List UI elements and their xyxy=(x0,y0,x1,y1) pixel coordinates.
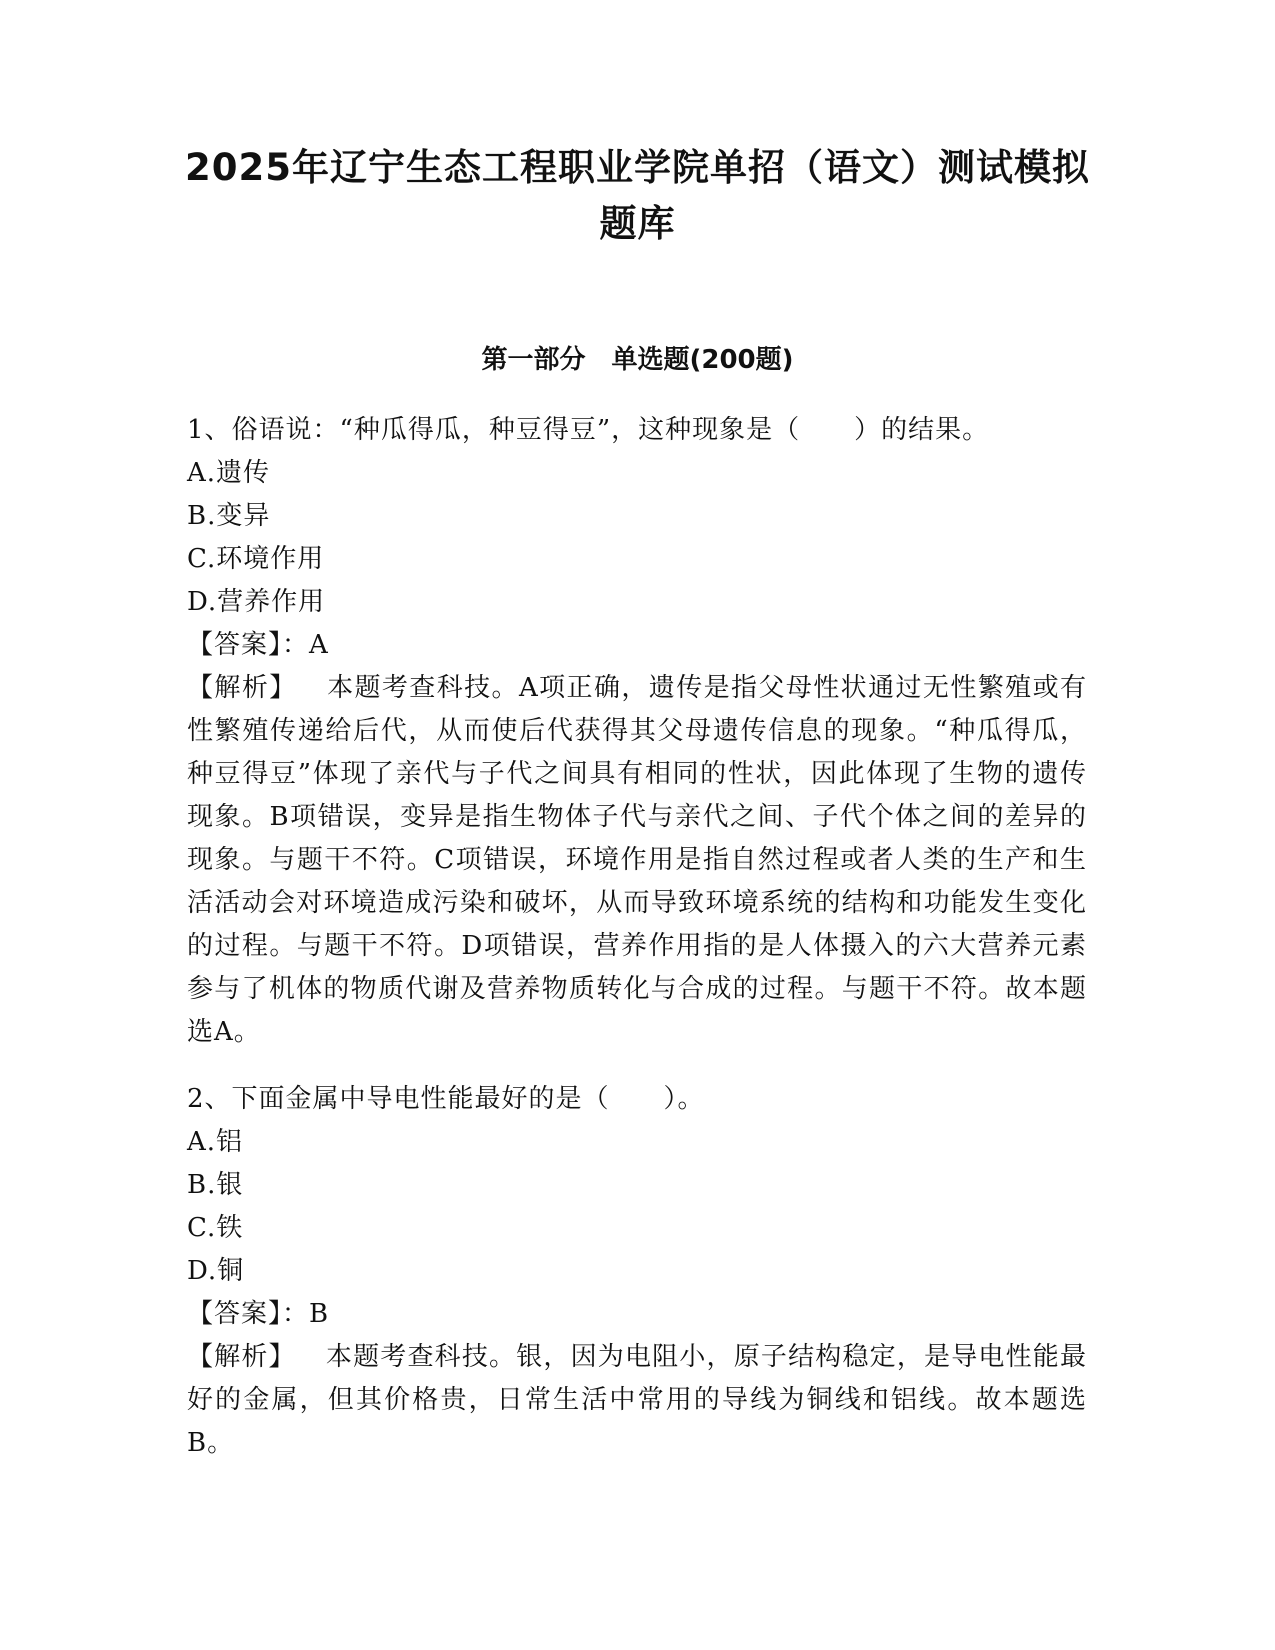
question-stem: 1、俗语说：“种瓜得瓜，种豆得豆”，这种现象是（ ）的结果。 xyxy=(187,415,990,445)
answer-label: 【答案】： xyxy=(187,1299,310,1329)
analysis-label: 【解析】 xyxy=(187,673,297,703)
analysis-row xyxy=(187,1336,1087,1465)
document-title-line-2: 题库 xyxy=(599,202,676,245)
analysis-text: 本题考查科技。银，因为电阻小，原子结构稳定，是导电性能最好的金属，但其价格贵，日常生活中常用的导线为铜线和铝线。故本题选B。 xyxy=(187,1342,1087,1458)
option-d: D.营养作用 xyxy=(187,587,326,617)
option-b: B.银 xyxy=(187,1170,244,1200)
answer-label: 【答案】： xyxy=(187,630,310,660)
analysis-label: 【解析】 xyxy=(187,1342,296,1372)
option-c: C.铁 xyxy=(187,1213,244,1243)
question-2 xyxy=(187,1078,1087,1465)
option-a: A.铝 xyxy=(187,1127,244,1157)
question-stem: 2、下面金属中导电性能最好的是（ ）。 xyxy=(187,1084,705,1114)
option-b: B.变异 xyxy=(187,501,271,531)
option-c: C.环境作用 xyxy=(187,544,325,574)
question-1 xyxy=(187,409,1087,1054)
document-title xyxy=(170,140,1105,252)
analysis-text: 本题考查科技。A项正确，遗传是指父母性状通过无性繁殖或有性繁殖传递给后代，从而使后代获得其父母遗传信息的现象。“种瓜得瓜，种豆得豆”体现了亲代与子代之间具有相同的性状，因此体现了生物的遗传现象。B项错误，变异是指生物体子代与亲代之间、子代个体之间的差异的现象。与题干不符。C项错误，环境作用是指自然过程或者人类的生产和生活活动会对环境造成污染和破坏，从而导致环境系统的结构和功能发生变化的过程。与题干不符。D项错误，营养作用指的是人体摄入的六大营养元素参与了机体的物质代谢及营养物质转化与合成的过程。与题干不符。故本题选A。 xyxy=(187,673,1087,1047)
answer-row xyxy=(187,1293,1087,1336)
analysis-row xyxy=(187,667,1087,1054)
document-title-line-1: 2025年辽宁生态工程职业学院单招（语文）测试模拟 xyxy=(185,146,1090,189)
answer-row xyxy=(187,624,1087,667)
section-heading: 第一部分 单选题(200题) xyxy=(481,345,794,375)
answer-value: B xyxy=(309,1299,330,1329)
answer-value: A xyxy=(309,630,329,660)
option-a: A.遗传 xyxy=(187,458,271,488)
option-d: D.铜 xyxy=(187,1256,245,1286)
